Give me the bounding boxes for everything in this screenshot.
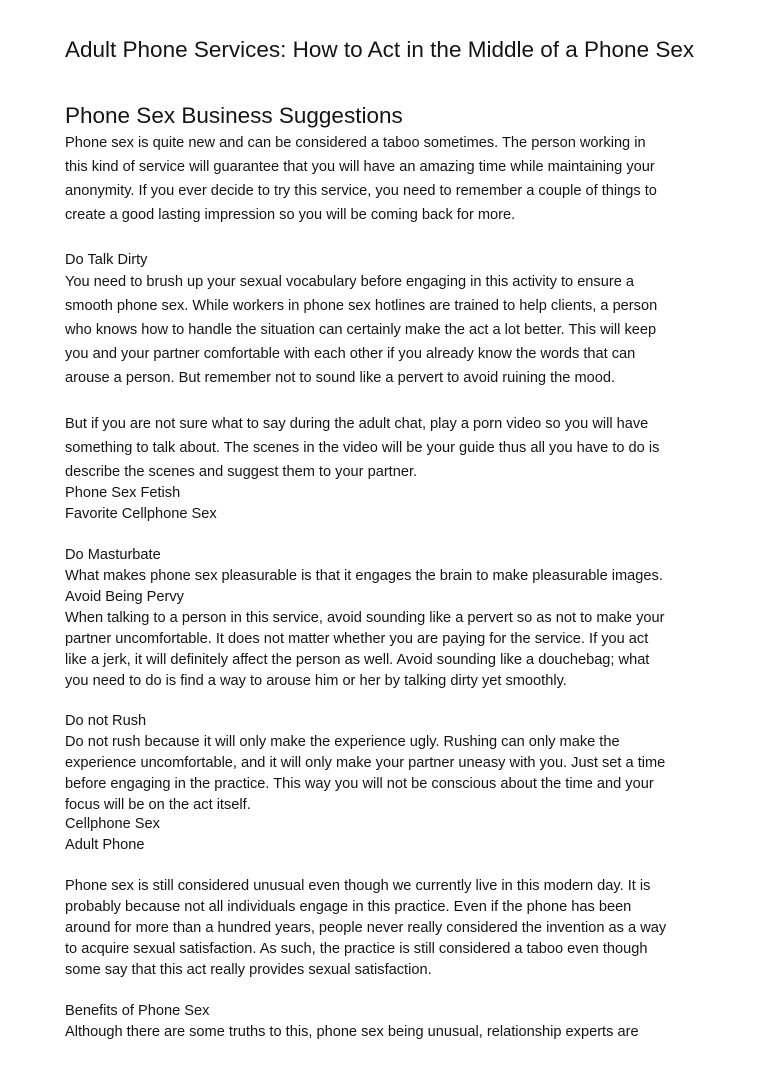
text-line: who knows how to handle the situation can certainly make the act a lot better. This will keep bbox=[65, 322, 657, 338]
text-line: Do Talk Dirty bbox=[65, 252, 148, 268]
text-line: probably because not all individuals engage in this practice. Even if the phone has been bbox=[65, 899, 632, 915]
text-line: Avoid Being Pervy bbox=[65, 589, 184, 605]
text-line: smooth phone sex. While workers in phone sex hotlines are trained to help clients, a person bbox=[65, 298, 658, 314]
text-line: focus will be on the act itself. bbox=[65, 797, 251, 813]
text-line: Do not rush because it will only make the experience ugly. Rushing can only make the bbox=[65, 734, 620, 750]
text-line: like a jerk, it will definitely affect the person as well. Avoid sounding like a douchebag; what bbox=[65, 652, 650, 668]
text-line: you need to do is find a way to arouse him or her by talking dirty yet smoothly. bbox=[65, 673, 567, 689]
text-line: You need to brush up your sexual vocabulary before engaging in this activity to ensure a bbox=[65, 274, 634, 290]
text-line: Cellphone Sex bbox=[65, 816, 160, 832]
text-line: Adult Phone bbox=[65, 837, 145, 853]
text-line: to acquire sexual satisfaction. As such, the practice is still considered a taboo even though bbox=[65, 941, 648, 957]
section-heading: Phone Sex Business Suggestions bbox=[65, 103, 403, 128]
text-line: partner uncomfortable. It does not matter whether you are paying for the service. If you act bbox=[65, 631, 649, 647]
text-line: What makes phone sex pleasurable is that it engages the brain to make pleasurable images. bbox=[65, 568, 663, 584]
text-line: Phone sex is quite new and can be considered a taboo sometimes. The person working in bbox=[65, 135, 646, 151]
text-line: Do not Rush bbox=[65, 713, 147, 729]
text-line: describe the scenes and suggest them to your partner. bbox=[65, 464, 418, 480]
text-line: you and your partner comfortable with each other if you already know the words that can bbox=[65, 346, 636, 362]
text-line: Do Masturbate bbox=[65, 547, 161, 563]
text-line: something to talk about. The scenes in the video will be your guide thus all you have to do is bbox=[65, 440, 660, 456]
text-line: Favorite Cellphone Sex bbox=[65, 506, 217, 522]
text-line: Phone Sex Fetish bbox=[65, 485, 181, 501]
text-line: Benefits of Phone Sex bbox=[65, 1003, 210, 1019]
text-line: Phone sex is still considered unusual even though we currently live in this modern day. It is bbox=[65, 878, 651, 894]
text-line: experience uncomfortable, and it will only make your partner uneasy with you. Just set a time bbox=[65, 755, 666, 771]
text-line: some say that this act really provides sexual satisfaction. bbox=[65, 962, 432, 978]
document-title: Adult Phone Services: How to Act in the Middle of a Phone Sex bbox=[65, 37, 695, 62]
text-line: When talking to a person in this service, avoid sounding like a pervert so as not to make your bbox=[65, 610, 665, 626]
text-line: arouse a person. But remember not to sound like a pervert to avoid ruining the mood. bbox=[65, 370, 616, 386]
text-line: But if you are not sure what to say during the adult chat, play a porn video so you will have bbox=[65, 416, 649, 432]
text-line: anonymity. If you ever decide to try this service, you need to remember a couple of things to bbox=[65, 183, 657, 199]
text-line: create a good lasting impression so you will be coming back for more. bbox=[65, 207, 516, 223]
text-line: before engaging in the practice. This way you will not be conscious about the time and your bbox=[65, 776, 654, 792]
text-line: this kind of service will guarantee that you will have an amazing time while maintaining your bbox=[65, 159, 655, 175]
text-line: around for more than a hundred years, people never really considered the invention as a way bbox=[65, 920, 667, 936]
text-line: Although there are some truths to this, phone sex being unusual, relationship experts are bbox=[65, 1024, 639, 1040]
